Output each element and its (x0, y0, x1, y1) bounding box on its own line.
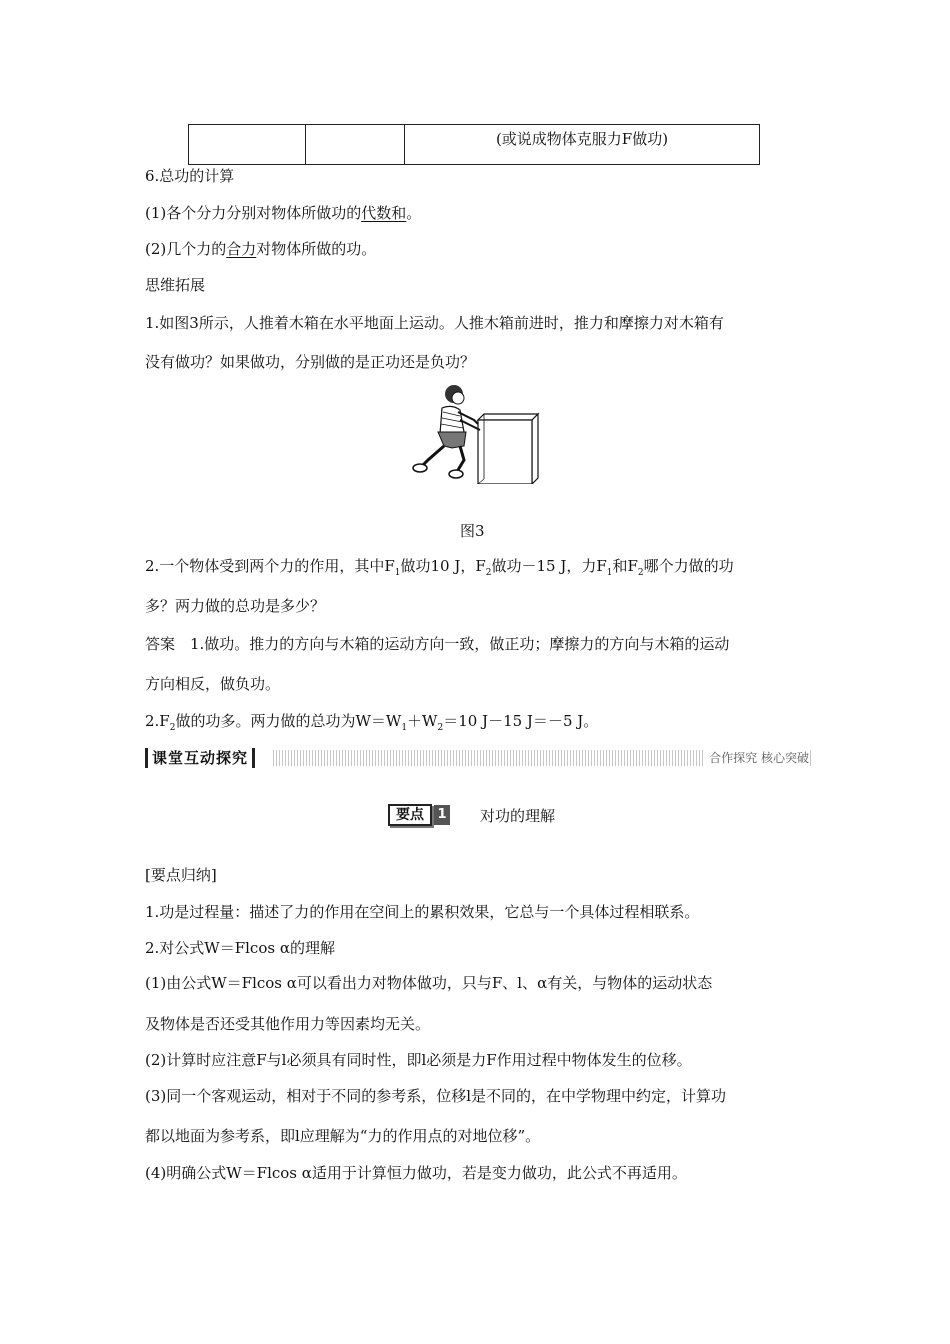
section-banner (145, 748, 813, 768)
text: 。 (406, 204, 422, 222)
underlined-term: 合力 (226, 240, 257, 258)
keypoint-label: 要点 (388, 804, 432, 826)
question-line: 1.如图3所示，人推着木箱在水平地面上运动。人推木箱前进时，推力和摩擦力对木箱有 (145, 314, 724, 332)
paragraph: 1.功是过程量：描述了力的作用在空间上的累积效果，它总与一个具体过程相联系。 (145, 903, 700, 921)
text: ＋W (407, 712, 438, 730)
paragraph: (3)同一个客观运动，相对于不同的参考系，位移l是不同的，在中学物理中约定，计算功 (145, 1087, 727, 1105)
text: (2)几个力的 (145, 240, 227, 258)
paragraph: 2.对公式W＝Flcos α的理解 (145, 939, 335, 957)
section-heading: 6.总功的计算 (145, 167, 235, 185)
text: 和F (612, 557, 638, 575)
subscript: 2 (485, 568, 492, 578)
subscript: 1 (394, 568, 401, 578)
text: 2.一个物体受到两个力的作用，其中F (145, 557, 395, 575)
person-pushing-box-figure (408, 384, 544, 484)
continued-table (188, 124, 760, 165)
text: 做功－15 J，力F (491, 557, 607, 575)
section-heading: 思维拓展 (145, 276, 206, 294)
subscript: 2 (169, 723, 176, 733)
answer-line: 答案 1.做功。推力的方向与木箱的运动方向一致，做正功；摩擦力的方向与木箱的运动 (145, 635, 730, 653)
paragraph: 及物体是否还受其他作用力等因素均无关。 (145, 1015, 431, 1033)
paragraph (145, 239, 376, 259)
table-cell: (或说成物体克服力F做功) (405, 125, 760, 165)
keypoint-title: 对功的理解 (480, 806, 556, 825)
answer-line (145, 711, 598, 738)
paragraph: (1)由公式W＝Flcos α可以看出力对物体做功，只与F、l、α有关，与物体的运动状态 (145, 974, 713, 992)
keypoint-header (388, 804, 555, 826)
text: 做功10 J，F (400, 557, 486, 575)
paragraph: 都以地面为参考系，即l应理解为“力的作用点的对地位移”。 (145, 1127, 541, 1145)
question-line: 多？两力做的总功是多少？ (145, 597, 326, 615)
text: 2.F (145, 712, 170, 730)
text: 做的功多。两力做的总功为W＝W (175, 712, 402, 730)
answer-line: 方向相反，做负功。 (145, 675, 281, 693)
subscript: 1 (401, 723, 408, 733)
underlined-term: 代数和 (361, 204, 407, 222)
subscript: 2 (637, 568, 644, 578)
text: 对物体所做的功。 (256, 240, 377, 258)
subheading: [要点归纳] (145, 866, 217, 884)
text: ＝10 J－15 J＝－5 J。 (443, 712, 599, 730)
table-cell (189, 125, 306, 165)
question-line: 没有做功？如果做功，分别做的是正功还是负功？ (145, 353, 476, 371)
text: (1)各个分力分别对物体所做功的 (145, 204, 362, 222)
table-row (189, 125, 760, 165)
table-cell (306, 125, 405, 165)
figure-caption: 图3 (460, 522, 485, 540)
paragraph: (4)明确公式W＝Flcos α适用于计算恒力做功，若是变力做功，此公式不再适用。 (145, 1164, 687, 1182)
paragraph: (2)计算时应注意F与l必须具有同时性，即l必须是力F作用过程中物体发生的位移。 (145, 1051, 692, 1069)
keypoint-number: 1 (434, 805, 450, 825)
banner-title: 课堂互动探究 (145, 748, 255, 768)
banner-subtitle: 合作探究 核心突破 (705, 748, 809, 768)
question-line (145, 556, 734, 583)
text: 哪个力做的功 (643, 557, 734, 575)
subscript: 1 (606, 568, 613, 578)
paragraph (145, 203, 421, 223)
subscript: 2 (437, 723, 444, 733)
